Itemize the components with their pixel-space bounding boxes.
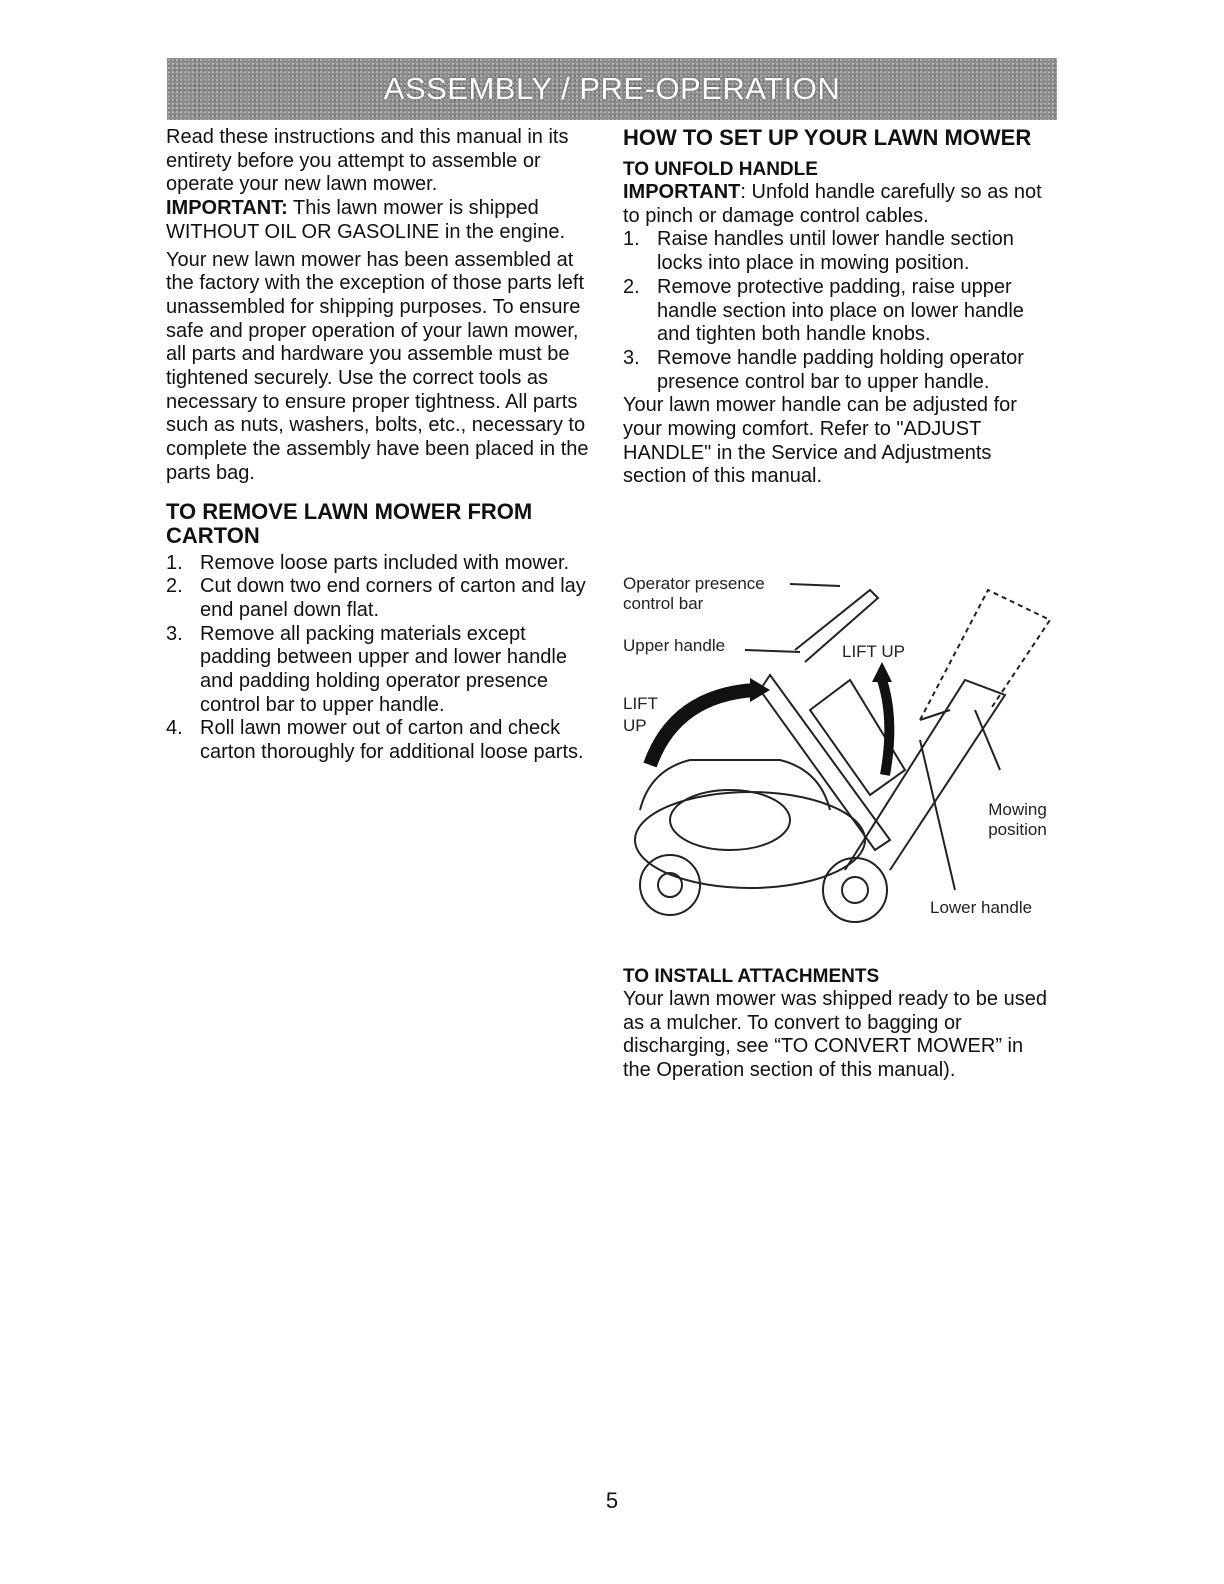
section-title: ASSEMBLY / PRE-OPERATION: [383, 71, 841, 106]
install-section: [623, 965, 1053, 1083]
unfold-subheading: TO UNFOLD HANDLE: [623, 159, 818, 180]
unfold-steps: [623, 228, 1053, 394]
important-label: IMPORTANT:: [166, 197, 288, 220]
list-item: 3. Remove handle padding holding operator presence control bar to upper handle.: [623, 346, 1024, 393]
rear-wheel: [823, 858, 887, 922]
list-item: 1. Raise handles until lower handle section locks into place in mowing position.: [623, 228, 1014, 275]
upper-handle-raised: [920, 590, 1050, 720]
list-item: 4. Roll lawn mower out of carton and check carton thoroughly for additional loose parts.: [166, 717, 584, 764]
mower-handle-figure: [620, 570, 1060, 930]
install-text: Your lawn mower was shipped ready to be used as a mulcher. To convert to bagging or discharging, see “TO CONVERT MOWER” in the Operation section of this manual).: [623, 988, 1047, 1082]
assembly-paragraph: Your new lawn mower has been assembled at the factory with the exception of those parts left unassembled for shipping purposes. To ensure safe and proper operation of your lawn mower, all parts and hardware you assemble must be tightened securely. Use the correct tools as necessary to ensure proper tightness. All parts such as nuts, washers, bolts, etc., necessary to complete the assembly have been placed in the parts bag.: [166, 248, 589, 484]
left-column: [166, 126, 594, 765]
lift-arrow-left: [650, 690, 755, 765]
label-lift: LIFT: [623, 694, 658, 713]
list-item: 1. Remove loose parts included with mower.: [166, 551, 570, 574]
upper-handle-folded: [760, 675, 890, 850]
label-lift-up-right: LIFT UP: [842, 642, 905, 661]
front-wheel: [640, 855, 700, 915]
important-text: This lawn mower is shipped WITHOUT OIL OR GASOLINE in the engine.: [166, 197, 566, 243]
remove-steps: [166, 552, 594, 765]
section-banner: [167, 58, 1057, 120]
install-heading: TO INSTALL ATTACHMENTS: [623, 966, 880, 987]
important-note: [166, 197, 594, 244]
lift-arrow-right: [882, 680, 889, 775]
label-upper-handle: Upper handle: [623, 636, 726, 655]
label-mowing-position: Mowing position: [988, 800, 1047, 839]
setup-heading: HOW TO SET UP YOUR LAWN MOWER: [623, 125, 1032, 150]
right-column: [623, 126, 1053, 489]
mower-illustration: [620, 570, 1060, 930]
list-item: 3. Remove all packing materials except padding between upper and lower handle and padding holding operator presence control bar to upper handle.: [166, 622, 567, 716]
intro-paragraph: Read these instructions and this manual in its entirety before you attempt to assemble or operate your new lawn mower.: [166, 126, 569, 196]
unfold-important: [623, 181, 1053, 228]
label-lower-handle: Lower handle: [930, 898, 1033, 917]
remove-heading: TO REMOVE LAWN MOWER FROM CARTON: [166, 498, 533, 548]
important-text: : Unfold handle carefully so as not to pinch or damage control cables.: [623, 181, 1042, 227]
engine-shroud: [670, 790, 790, 850]
page-number: 5: [605, 1488, 619, 1513]
label-up: UP: [623, 716, 647, 735]
list-item: 2. Cut down two end corners of carton and lay end panel down flat.: [166, 575, 586, 621]
important-label: IMPORTANT: [623, 181, 741, 203]
label-operator-presence: Operator presence control bar: [623, 574, 765, 613]
handle-adjust-note: Your lawn mower handle can be adjusted for your mowing comfort. Refer to "ADJUST HANDLE" in the Service and Adjustments section of this manual.: [623, 394, 1017, 488]
list-item: 2. Remove protective padding, raise upper handle section into place on lower handle and tighten both handle knobs.: [623, 275, 1024, 346]
deck-top: [640, 760, 830, 810]
